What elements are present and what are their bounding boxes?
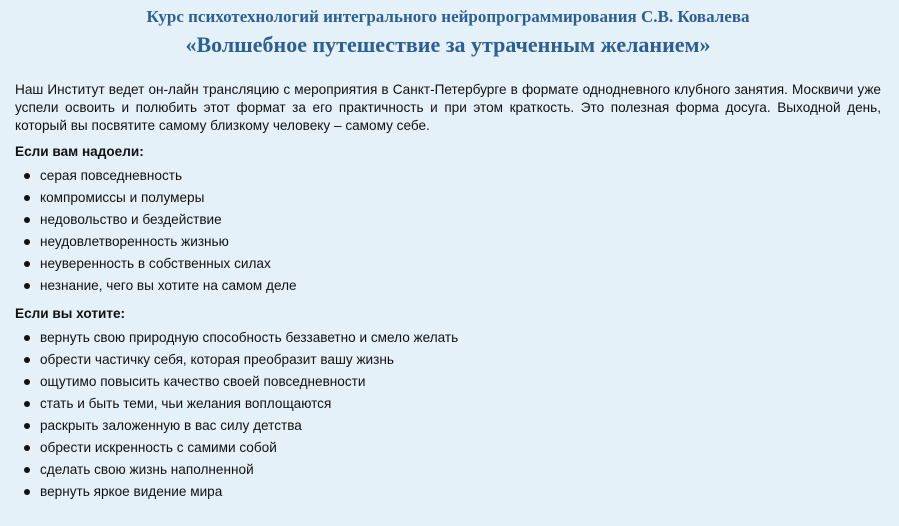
list-item xyxy=(15,231,881,253)
list-item-text: обрести частичку себя, которая преобразит вашу жизнь xyxy=(40,352,394,367)
section-heading-want: Если вы хотите: xyxy=(15,306,126,321)
list-item xyxy=(15,349,881,371)
list-item xyxy=(15,481,881,503)
bullet-icon xyxy=(24,335,30,341)
list-item xyxy=(15,165,881,187)
list-item xyxy=(15,393,881,415)
bullet-icon xyxy=(24,467,30,473)
list-item xyxy=(15,209,881,231)
bullet-icon xyxy=(24,217,30,223)
bullet-icon xyxy=(24,379,30,385)
list-item-text: раскрыть заложенную в вас силу детства xyxy=(40,418,302,433)
list-item-text: незнание, чего вы хотите на самом деле xyxy=(40,278,297,293)
list-item-text: неудовлетворенность жизнью xyxy=(40,234,229,249)
bullet-icon xyxy=(24,239,30,245)
list-item xyxy=(15,187,881,209)
course-title: Курс психотехнологий интегрального нейропрограммирования С.В. Ковалева xyxy=(146,7,750,26)
bullet-icon xyxy=(24,195,30,201)
list-item xyxy=(15,415,881,437)
list-item-text: вернуть свою природную способность беззаветно и смело желать xyxy=(40,330,459,345)
bullet-icon xyxy=(24,173,30,179)
bullet-icon xyxy=(24,489,30,495)
event-title: «Волшебное путешествие за утраченным желанием» xyxy=(185,32,711,57)
list-item-text: сделать свою жизнь наполненной xyxy=(40,462,254,477)
list-want xyxy=(15,327,881,503)
list-item-text: компромиссы и полумеры xyxy=(40,190,205,205)
bullet-icon xyxy=(24,445,30,451)
list-item xyxy=(15,275,881,297)
bullet-icon xyxy=(24,401,30,407)
bullet-icon xyxy=(24,283,30,289)
list-item xyxy=(15,327,881,349)
list-item xyxy=(15,371,881,393)
list-item-text: вернуть яркое видение мира xyxy=(40,484,223,499)
intro-paragraph: Наш Институт ведет он-лайн трансляцию с мероприятия в Санкт-Петербурге в формате однодневного клубного занятия. Москвичи уже успели освоить и полюбить этот формат за его практичность и при этом краткость. Это полезная форма досуга. Выходной день, который вы посвятите самому близкому человеку – самому себе. xyxy=(15,82,881,133)
list-item-text: недовольство и бездействие xyxy=(40,212,222,227)
bullet-icon xyxy=(24,423,30,429)
list-item xyxy=(15,253,881,275)
list-tired xyxy=(15,165,881,297)
bullet-icon xyxy=(24,261,30,267)
list-item-text: стать и быть теми, чьи желания воплощаются xyxy=(40,396,332,411)
list-item-text: серая повседневность xyxy=(40,168,183,183)
list-item-text: неуверенность в собственных силах xyxy=(40,256,271,271)
bullet-icon xyxy=(24,357,30,363)
list-item-text: обрести искренность с самими собой xyxy=(40,440,277,455)
list-item xyxy=(15,437,881,459)
section-heading-tired: Если вам надоели: xyxy=(15,144,144,159)
list-item-text: ощутимо повысить качество своей повседневности xyxy=(40,374,366,389)
list-item xyxy=(15,459,881,481)
